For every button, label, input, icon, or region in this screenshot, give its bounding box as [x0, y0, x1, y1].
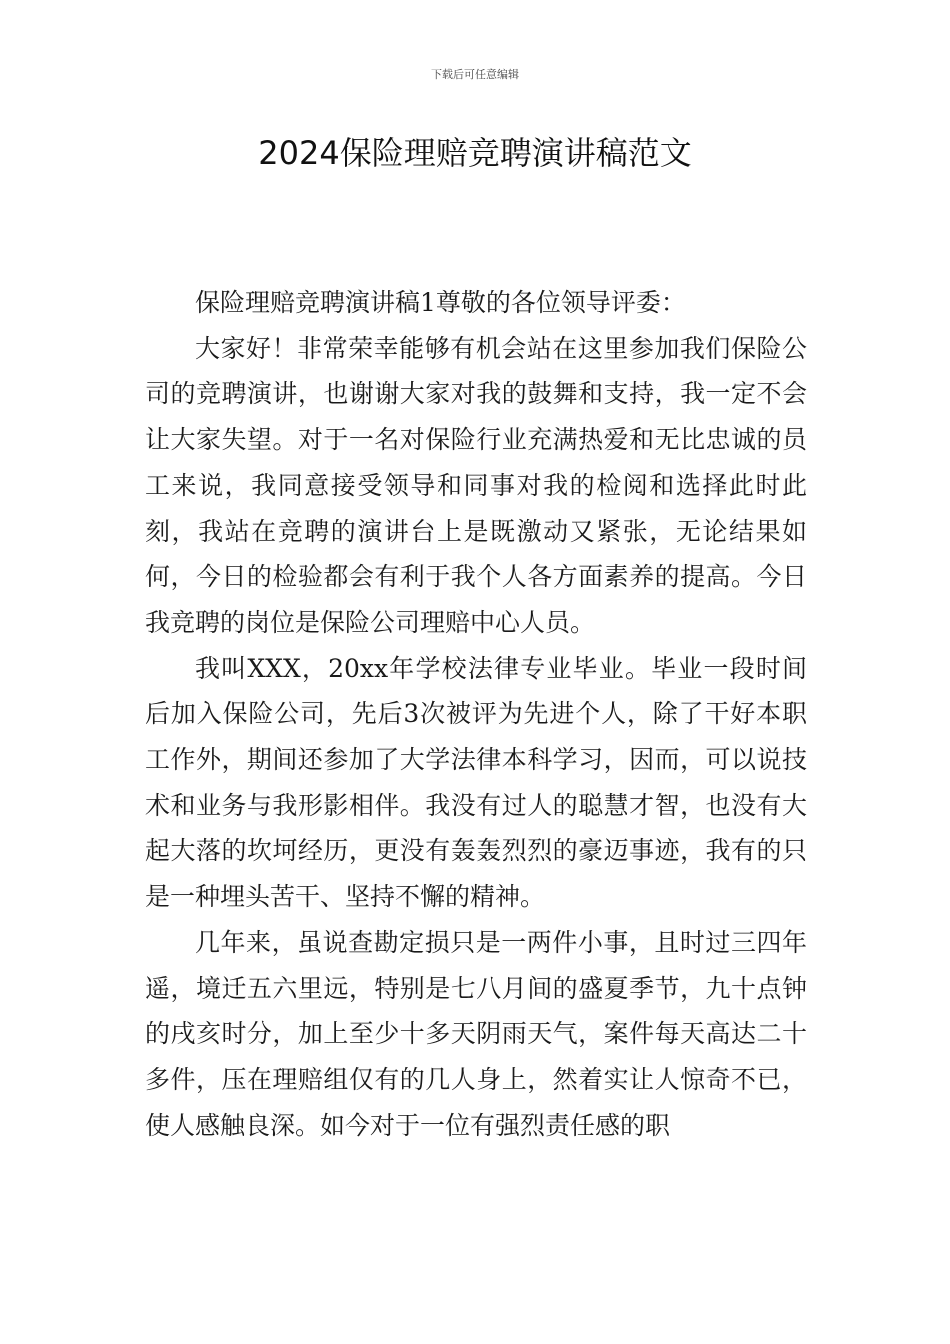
- document-body: [145, 280, 807, 1148]
- paragraph: 保险理赔竞聘演讲稿1尊敬的各位领导评委：: [195, 288, 686, 317]
- document-title: 2024保险理赔竞聘演讲稿范文: [258, 134, 692, 172]
- paragraph: 我叫XXX，20xx年学校法律专业毕业。毕业一段时间后加入保险公司，先后3次被评为先进个人，除了干好本职工作外，期间还参加了大学法律本科学习，因而，可以说技术和业务与我形影相伴。我没有过人的聪慧才智，也没有大起大落的坎坷经历，更没有轰轰烈烈的豪迈事迹，我有的只是一种埋头苦干、坚持不懈的精神。: [145, 653, 807, 912]
- paragraph: 几年来，虽说查勘定损只是一两件小事，且时过三四年遥，境迁五六里远，特别是七八月间的盛夏季节，九十点钟的戌亥时分，加上至少十多天阴雨天气，案件每天高达二十多件，压在理赔组仅有的几人身上，然着实让人惊奇不已，使人感触良深。如今对于一位有强烈责任感的职: [145, 927, 807, 1140]
- paragraph: 大家好！非常荣幸能够有机会站在这里参加我们保险公司的竞聘演讲，也谢谢大家对我的鼓舞和支持，我一定不会让大家失望。对于一名对保险行业充满热爱和无比忠诚的员工来说，我同意接受领导和同事对我的检阅和选择此时此刻，我站在竞聘的演讲台上是既激动又紧张，无论结果如何，今日的检验都会有利于我个人各方面素养的提高。今日我竞聘的岗位是保险公司理赔中心人员。: [145, 333, 807, 637]
- header-note: 下载后可任意编辑: [431, 68, 519, 81]
